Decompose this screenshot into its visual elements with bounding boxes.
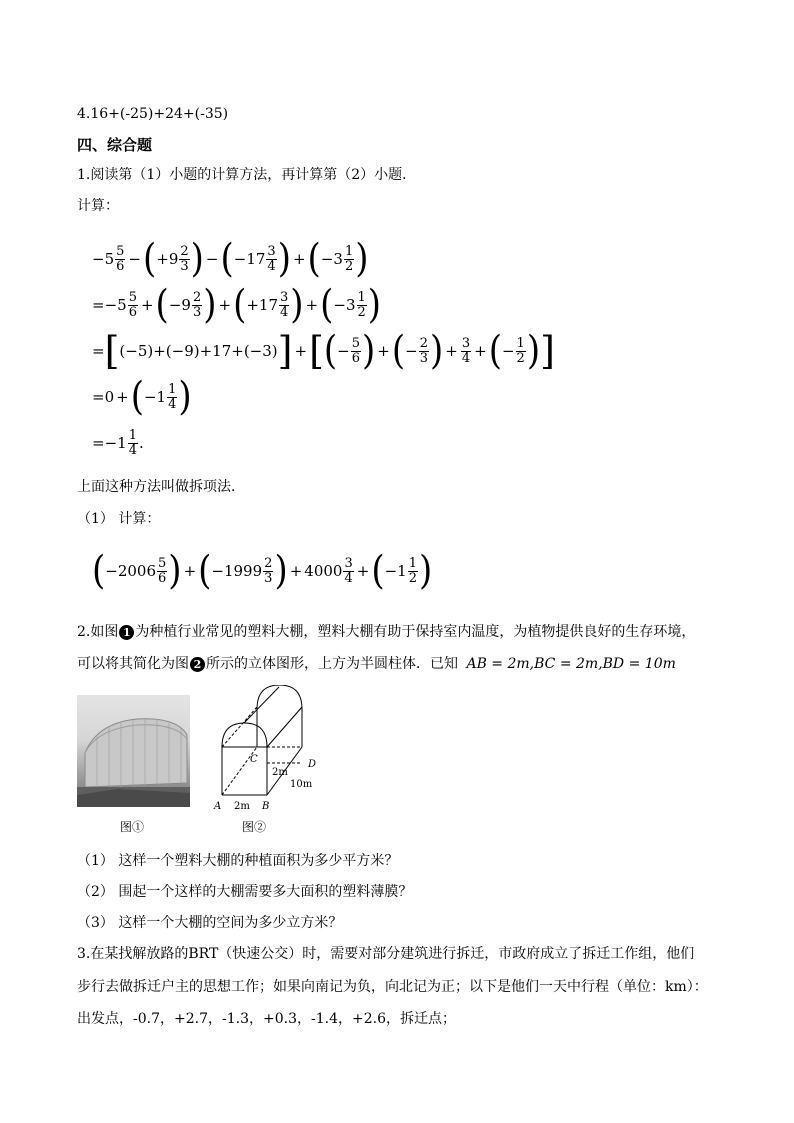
label-b: B [262,801,270,812]
calc-line-5: =−1 $\frac{1}{4}$ . [92,427,144,458]
q2-sub-3: （3） 这样一个大棚的空间为多少立方米？ [77,915,343,931]
label-d: D [308,759,317,770]
fig2-caption: 图② [242,820,267,834]
calc-line-2: =−5 $\frac{5}{6}$ + ( −9 $\frac{2}{3}$ ) + ( +17 $\frac{3}{4}$ ) + ( −3 $\frac{1}{2}$ ) [92,282,382,328]
calc-line-3: = [ (−5)+(−9)+17+(−3) ] + [ ( − $\frac{5}{6}$ ) + ( − $\frac{2}{3}$ ) + $\frac{3}{4}$ + ( − $\frac{1}{2}$ ) ] [92,328,555,374]
q2-line-1: 2.如图 1 为种植行业常见的塑料大棚，塑料大棚有助于保持室内温度，为植物提供良好的生存环境， [77,624,696,640]
calc-line-4: =0 + ( −1 $\frac{1}{4}$ ) [92,374,192,420]
label-c: C [250,754,258,765]
q1-sub1-label: （1） 计算： [77,511,161,527]
q1-sub1-expression: ( −2006 $\frac{5}{6}$ ) + ( −1999 $\frac{2}{3}$ ) + 4000 $\frac{3}{4}$ + ( −1 $\frac{1}{2}$ ) [92,548,433,594]
q2-line-2: 可以将其简化为图 2 所示的立体图形，上方为半圆柱体．已知 AB = 2m,BC = 2m,BD = 10m [77,656,676,672]
q1-conclusion: 上面这种方法叫做拆项法． [77,479,245,495]
problem-4-expression: 4.16+(-25)+24+(-35) [77,106,229,122]
greenhouse-photo [77,695,190,807]
label-ab: 2m [234,801,250,812]
section-title: 四、综合题 [77,136,153,154]
q3-line-2: 步行去做拆迁户主的思想工作；如果向南记为负，向北记为正；以下是他们一天中行程（单位：km）： [77,979,708,995]
q2-givens: AB = 2m,BC = 2m,BD = 10m [466,656,676,672]
q1-calc-label: 计算： [77,198,119,214]
worked-calculation [92,236,555,466]
label-bc: 2m [272,767,288,778]
q3-line-1: 3.在某找解放路的BRT（快速公交）时，需要对部分建筑进行拆迁，市政府成立了拆迁工作组，他们 [77,946,695,962]
label-a: A [214,801,222,812]
label-bd: 10m [290,779,313,790]
greenhouse-diagram [212,685,322,815]
q1-intro: 1.阅读第（1）小题的计算方法，再计算第（2）小题． [77,167,417,183]
q2-sub-2: （2） 围起一个这样的大棚需要多大面积的塑料薄膜？ [77,884,413,900]
fig1-caption: 图① [120,820,145,834]
q2-sub-1: （1） 这样一个塑料大棚的种植面积为多少平方米？ [77,853,399,869]
q3-line-3: 出发点，-0.7，+2.7，-1.3，+0.3，-1.4，+2.6，拆迁点； [77,1011,456,1027]
calc-line-1: −5 $\frac{5}{6}$ − ( +9 $\frac{2}{3}$ ) − ( −17 $\frac{3}{4}$ ) + ( −3 $\frac{1}{2}$ ) [92,236,369,282]
